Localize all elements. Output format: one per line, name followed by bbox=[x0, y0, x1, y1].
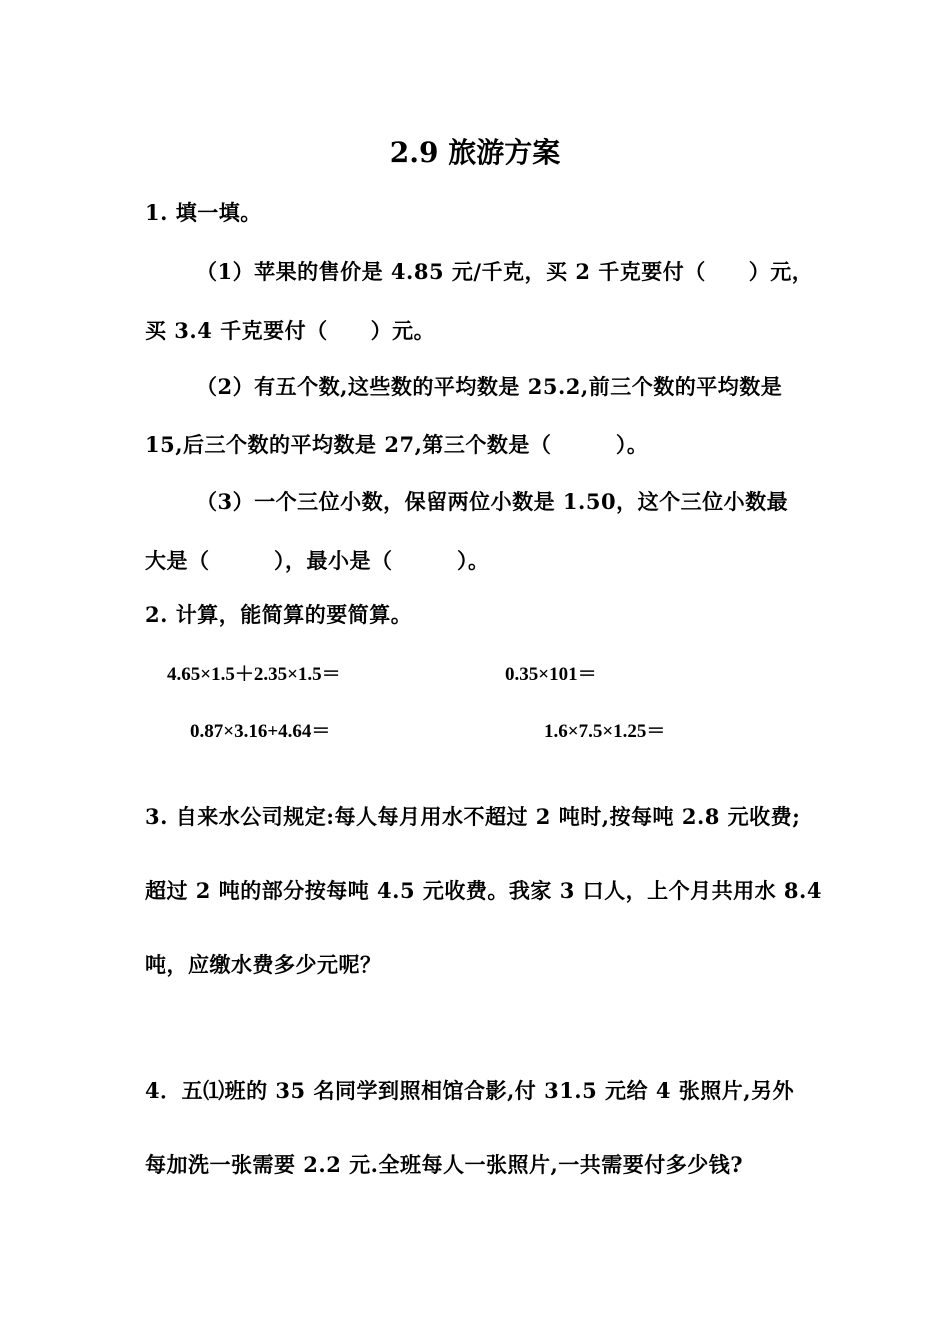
question-1-part-1-line-1: （1）苹果的售价是 4.85 元/千克，买 2 千克要付（ ）元， bbox=[196, 259, 814, 284]
question-2-heading: 2. 计算，能简算的要简算。 bbox=[145, 602, 413, 627]
page-title: 2.9 旅游方案 bbox=[389, 136, 561, 169]
formula-2: 0.35×101＝ bbox=[505, 664, 597, 685]
question-1-part-2-line-2: 15,后三个数的平均数是 27,第三个数是（ ）。 bbox=[145, 432, 649, 457]
question-4-line-1: 4．五⑴班的 35 名同学到照相馆合影,付 31.5 元给 4 张照片,另外 bbox=[145, 1078, 795, 1103]
question-3-line-3: 吨，应缴水费多少元呢？ bbox=[145, 952, 382, 977]
formula-3: 0.87×3.16+4.64＝ bbox=[190, 721, 331, 742]
question-4-line-2: 每加洗一张需要 2.2 元.全班每人一张照片,一共需要付多少钱? bbox=[145, 1152, 744, 1177]
question-3-line-1: 3. 自来水公司规定:每人每月用水不超过 2 吨时,按每吨 2.8 元收费; bbox=[145, 804, 801, 829]
question-1-part-3-line-2: 大是（ ），最小是（ ）。 bbox=[145, 548, 490, 573]
question-1-part-3-line-1: （3）一个三位小数，保留两位小数是 1.50，这个三位小数最 bbox=[196, 489, 789, 514]
question-1-heading: 1. 填一填。 bbox=[145, 200, 262, 225]
question-1-part-1-line-2: 买 3.4 千克要付（ ）元。 bbox=[145, 318, 436, 343]
formula-4: 1.6×7.5×1.25＝ bbox=[544, 721, 666, 742]
question-1-part-2-line-1: （2）有五个数,这些数的平均数是 25.2,前三个数的平均数是 bbox=[196, 374, 783, 399]
formula-1: 4.65×1.5＋2.35×1.5＝ bbox=[167, 664, 341, 685]
question-3-line-2: 超过 2 吨的部分按每吨 4.5 元收费。我家 3 口人，上个月共用水 8.4 bbox=[145, 878, 822, 903]
